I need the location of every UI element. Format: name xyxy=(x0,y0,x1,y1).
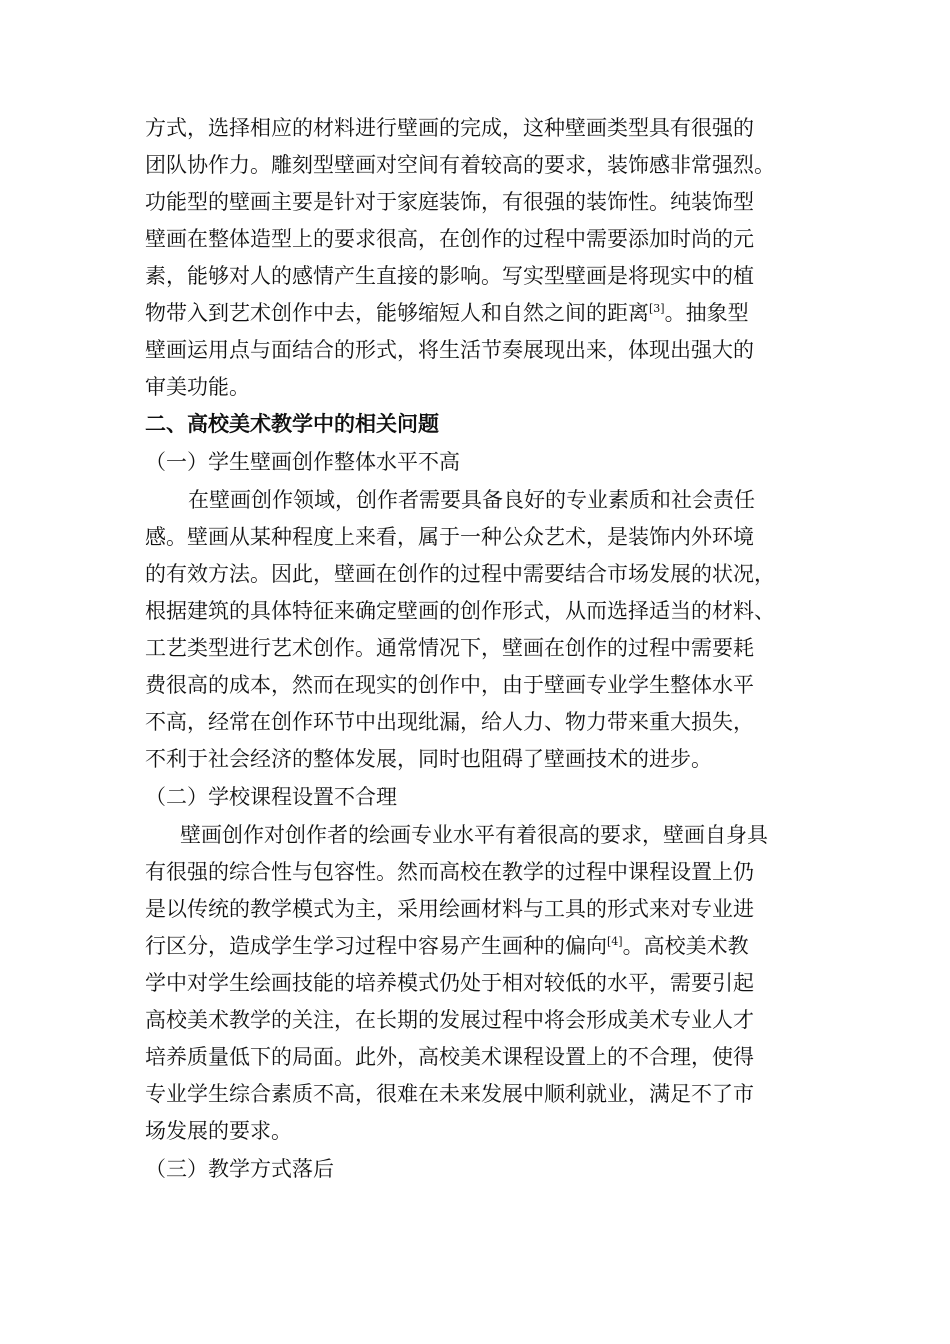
paragraph-line: 高校美术教学的关注，在长期的发展过程中将会形成美术专业人才 xyxy=(145,1008,754,1032)
paragraph-line: 团队协作力。雕刻型壁画对空间有着较高的要求，装饰感非常强烈。 xyxy=(145,153,775,177)
subsection-title: （三）教学方式落后 xyxy=(145,1157,334,1181)
paragraph-line: 壁画运用点与面结合的形式，将生活节奏展现出来，体现出强大的 xyxy=(145,338,754,362)
paragraph-line: 是以传统的教学模式为主，采用绘画材料与工具的形式来对专业进 xyxy=(145,897,754,921)
paragraph-line xyxy=(145,298,749,328)
paragraph-line: 的有效方法。因此，壁画在创作的过程中需要结合市场发展的状况， xyxy=(145,562,775,586)
paragraph-line: 培养质量低下的局面。此外，高校美术课程设置上的不合理，使得 xyxy=(145,1045,754,1069)
section-heading: 二、高校美术教学中的相关问题 xyxy=(145,412,439,436)
paragraph-line: 壁画创作对创作者的绘画专业水平有着很高的要求，壁画自身具 xyxy=(180,823,768,847)
paragraph-line: 素，能够对人的感情产生直接的影响。写实型壁画是将现实中的植 xyxy=(145,264,754,288)
subsection-title: （一）学生壁画创作整体水平不高 xyxy=(145,450,460,474)
citation-ref: [3] xyxy=(649,302,665,315)
paragraph-line: 专业学生综合素质不高，很难在未来发展中顺利就业，满足不了市 xyxy=(145,1082,754,1106)
citation-ref: [4] xyxy=(607,935,623,948)
paragraph-line: 不利于社会经济的整体发展，同时也阻碍了壁画技术的进步。 xyxy=(145,747,712,771)
paragraph-line xyxy=(145,931,749,961)
paragraph-line: 壁画在整体造型上的要求很高，在创作的过程中需要添加时尚的元 xyxy=(145,227,754,251)
paragraph-line: 不高，经常在创作环节中出现纰漏，给人力、物力带来重大损失， xyxy=(145,710,754,734)
paragraph-line: 费很高的成本，然而在现实的创作中，由于壁画专业学生整体水平 xyxy=(145,673,754,697)
paragraph-line: 在壁画创作领域，创作者需要具备良好的专业素质和社会责任 xyxy=(188,488,755,512)
paragraph-line: 场发展的要求。 xyxy=(145,1119,292,1143)
paragraph-line: 工艺类型进行艺术创作。通常情况下，壁画在创作的过程中需要耗 xyxy=(145,636,754,660)
paragraph-text: 行区分，造成学生学习过程中容易产生画种的偏向 xyxy=(145,934,607,958)
subsection-title: （二）学校课程设置不合理 xyxy=(145,785,397,809)
paragraph-line: 功能型的壁画主要是针对于家庭装饰，有很强的装饰性。纯装饰型 xyxy=(145,190,754,214)
paragraph-line: 方式，选择相应的材料进行壁画的完成，这种壁画类型具有很强的 xyxy=(145,116,754,140)
paragraph-line: 审美功能。 xyxy=(145,375,250,399)
paragraph-line: 感。壁画从某种程度上来看，属于一种公众艺术，是装饰内外环境 xyxy=(145,525,754,549)
paragraph-text: 物带入到艺术创作中去，能够缩短人和自然之间的距离 xyxy=(145,301,649,325)
paragraph-line: 有很强的综合性与包容性。然而高校在教学的过程中课程设置上仍 xyxy=(145,860,754,884)
paragraph-line: 根据建筑的具体特征来确定壁画的创作形式，从而选择适当的材料、 xyxy=(145,599,775,623)
paragraph-text: 。抽象型 xyxy=(664,301,749,325)
paragraph-text: 。高校美术教 xyxy=(622,934,749,958)
paragraph-line: 学中对学生绘画技能的培养模式仍处于相对较低的水平，需要引起 xyxy=(145,971,754,995)
